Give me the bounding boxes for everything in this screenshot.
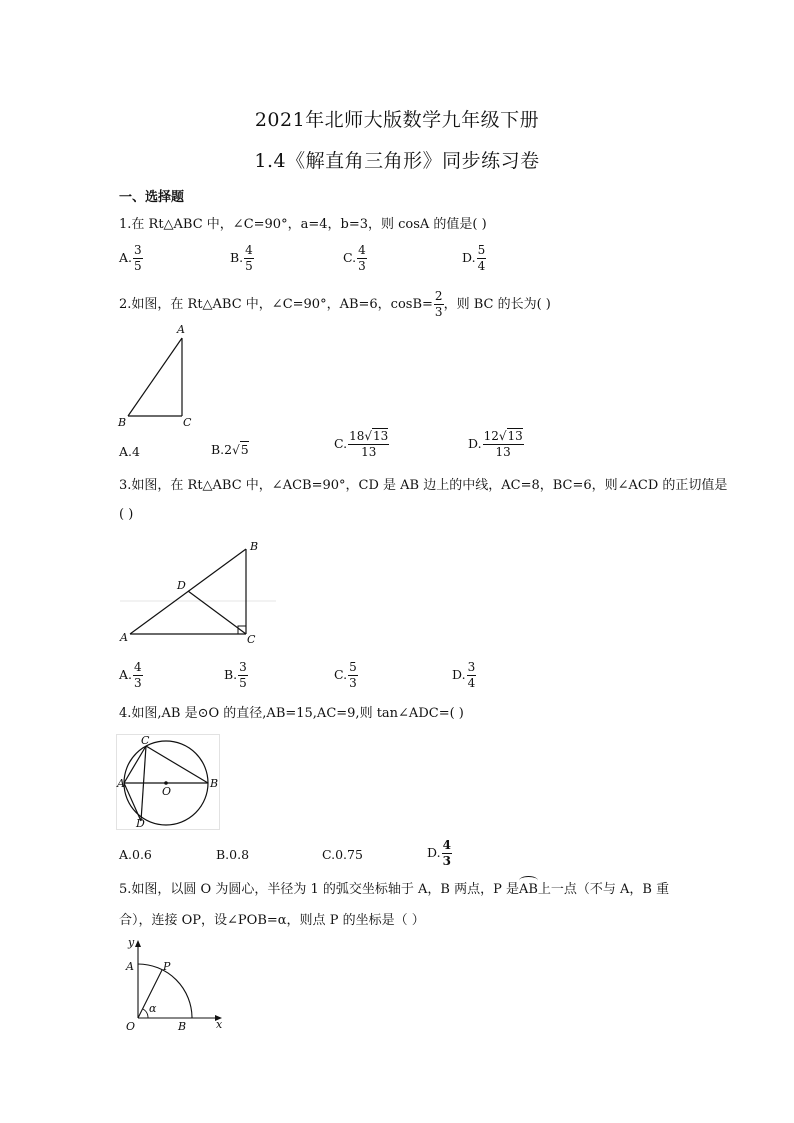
q4-option-d: D. $\frac{4}{3}$ — [427, 838, 451, 868]
question-3-text: 3.如图，在 Rt△ABC 中，∠ACB=90°，CD 是 AB 边上的中线，AC=8，BC=6，则∠ACD 的正切值是 — [119, 478, 728, 493]
label-p: P — [163, 960, 171, 973]
label-alpha: α — [149, 1002, 157, 1015]
q4-option-c: C.0.75 — [322, 847, 363, 862]
label-d: D — [136, 817, 145, 830]
q2-option-b: B.2√5 — [211, 442, 249, 457]
q5-coordinate-figure — [118, 934, 228, 1034]
q1-option-b: B. $\frac{4}{5}$ — [230, 243, 253, 273]
q2-option-d: D. $\frac{12√13}{13}$ — [468, 429, 523, 459]
y-axis-arrow — [135, 940, 141, 947]
question-5-text: 5.如图，以圆 O 为圆心，半径为 1 的弧交坐标轴于 A，B 两点，P 是AB上一点（不与 A，B 重 — [119, 882, 670, 897]
section-heading: 一、选择题 — [119, 190, 185, 205]
figure-border — [117, 735, 220, 830]
q1-option-d: D. $\frac{5}{4}$ — [462, 243, 486, 273]
side-ab — [128, 338, 182, 416]
label-x: x — [216, 1018, 223, 1031]
label-y: y — [128, 936, 135, 949]
label-a: A — [117, 777, 125, 790]
q3-triangle-figure — [118, 535, 278, 647]
label-b: B — [118, 416, 127, 429]
arc-ab: AB — [518, 882, 538, 897]
median-cd — [188, 591, 246, 634]
label-a: A — [177, 323, 185, 336]
q1-option-c: C. $\frac{4}{3}$ — [343, 243, 366, 273]
question-2-text: 2.如图，在 Rt△ABC 中，∠C=90°，AB=6，cosB= $\frac{2}{3}$ ，则 BC 的长为( ) — [119, 289, 551, 319]
chord-cb — [146, 746, 208, 783]
q3-option-a: A. $\frac{4}{3}$ — [119, 660, 142, 690]
question-4-text: 4.如图,AB 是⊙O 的直径,AB=15,AC=9,则 tan∠ADC=( ) — [119, 706, 464, 721]
label-d: D — [177, 579, 186, 592]
label-o: O — [162, 785, 172, 798]
q4-option-a: A.0.6 — [119, 847, 152, 862]
document-subtitle: 1.4《解直角三角形》同步练习卷 — [254, 150, 540, 172]
q2-option-c: C. $\frac{18√13}{13}$ — [334, 429, 389, 459]
label-b: B — [250, 540, 259, 553]
q3-option-b: B. $\frac{3}{5}$ — [224, 660, 247, 690]
label-a: A — [126, 960, 134, 973]
label-o: O — [126, 1020, 136, 1033]
q2-option-a: A.4 — [119, 444, 140, 459]
angle-alpha-arc — [143, 1009, 148, 1018]
question-5-continuation: 合），连接 OP，设∠POB=α，则点 P 的坐标是（ ） — [119, 913, 425, 928]
label-c: C — [141, 734, 150, 747]
q2-triangle-figure — [112, 322, 202, 430]
label-a: A — [120, 631, 128, 644]
q3-option-d: D. $\frac{3}{4}$ — [452, 660, 476, 690]
label-c: C — [247, 633, 256, 646]
chord-ad — [124, 783, 141, 821]
q3-option-c: C. $\frac{5}{3}$ — [334, 660, 357, 690]
q4-circle-figure — [116, 734, 220, 830]
question-3-continuation: ( ) — [119, 507, 134, 522]
q1-option-a: A. $\frac{3}{5}$ — [119, 243, 142, 273]
label-b: B — [178, 1020, 187, 1033]
document-title: 2021年北师大版数学九年级下册 — [254, 109, 540, 131]
question-1-text: 1.在 Rt△ABC 中，∠C=90°，a=4，b=3，则 cosA 的值是( ) — [119, 217, 487, 232]
q4-option-b: B.0.8 — [216, 847, 250, 862]
chord-ac — [124, 746, 146, 783]
label-c: C — [183, 416, 192, 429]
label-b: B — [210, 777, 219, 790]
